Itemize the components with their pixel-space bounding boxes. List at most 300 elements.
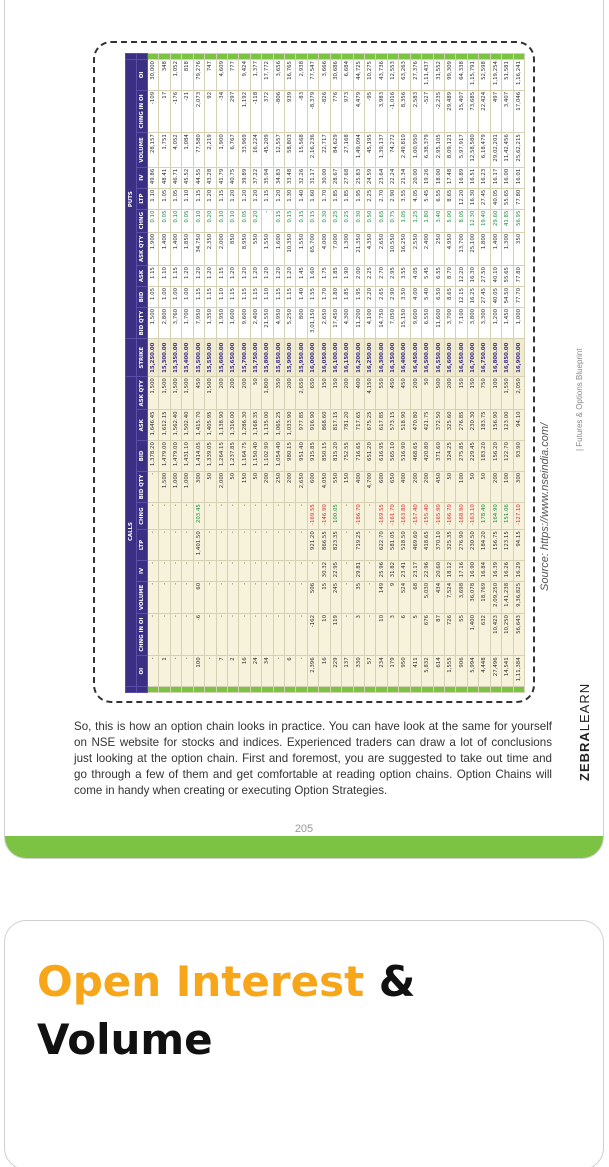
- table-cell: -95: [365, 90, 376, 132]
- table-cell: 0.50: [365, 209, 376, 232]
- column-header: LTP: [137, 188, 148, 209]
- table-cell: 1,400: [159, 232, 170, 265]
- table-cell: 300: [193, 471, 204, 502]
- table-cell: -6: [193, 614, 204, 656]
- table-cell: 726: [444, 614, 455, 656]
- table-cell: -: [273, 581, 284, 613]
- table-cell: 40.10: [490, 266, 501, 287]
- table-cell: -2,235: [433, 90, 444, 132]
- table-cell: -161.70: [387, 503, 398, 530]
- table-cell: -186.70: [353, 503, 364, 530]
- table-cell: 1,900: [216, 133, 227, 168]
- row-marker: [307, 687, 318, 693]
- table-row: [307, 54, 318, 693]
- table-cell: 2.70: [376, 266, 387, 287]
- table-cell: 4,350: [365, 232, 376, 265]
- table-cell: 16,800.00: [490, 339, 501, 377]
- table-cell: -169.55: [376, 503, 387, 530]
- table-cell: 1,500: [170, 377, 181, 410]
- table-cell: -118: [250, 90, 261, 132]
- table-cell: 0.15: [285, 209, 296, 232]
- column-header: IV: [137, 167, 148, 188]
- row-marker: [376, 687, 387, 693]
- table-cell: -: [262, 560, 273, 581]
- table-cell: 4,000: [319, 232, 330, 265]
- table-cell: 1,800: [479, 232, 490, 265]
- table-cell: 1,646.45: [148, 410, 159, 441]
- table-cell: 400: [353, 377, 364, 410]
- table-cell: 46.71: [170, 167, 181, 188]
- table-cell: 0.30: [353, 209, 364, 232]
- source-caption: Source: https://www.nseindia.com/: [539, 422, 551, 591]
- table-cell: 1,200: [490, 307, 501, 338]
- table-cell: -169.55: [307, 503, 318, 530]
- table-cell: 716.65: [353, 441, 364, 472]
- table-cell: 30.32: [319, 560, 330, 581]
- table-row: [262, 54, 273, 693]
- table-cell: 16.29: [513, 560, 525, 581]
- row-marker: [205, 687, 216, 693]
- brand-bold: ZEBRA: [577, 731, 592, 781]
- table-cell: 450: [399, 377, 410, 410]
- table-cell: 44,725: [353, 60, 364, 91]
- column-header: VOLUME: [137, 581, 148, 613]
- table-cell: 16,250: [399, 232, 410, 265]
- table-cell: 4,950: [444, 232, 455, 265]
- table-cell: 868.60: [319, 410, 330, 441]
- column-header: CHNG: [137, 209, 148, 232]
- table-cell: 4.05: [410, 266, 421, 287]
- table-cell: 1,450: [502, 307, 513, 338]
- table-cell: 31.17: [307, 167, 318, 188]
- table-cell: 15,650.00: [227, 339, 238, 377]
- row-marker: [513, 54, 525, 60]
- table-cell: -: [262, 581, 273, 613]
- table-cell: 40.05: [490, 188, 501, 209]
- table-cell: 275.85: [456, 441, 467, 472]
- table-cell: 0.05: [239, 209, 250, 232]
- table-cell: 16.23: [479, 167, 490, 188]
- table-cell: 200: [239, 377, 250, 410]
- table-cell: 22.24: [387, 167, 398, 188]
- marker-header: [126, 54, 137, 60]
- table-cell: 15,900.00: [285, 339, 296, 377]
- table-cell: 229: [330, 656, 341, 687]
- table-cell: -: [285, 530, 296, 561]
- table-row: [227, 54, 238, 693]
- table-cell: -165.90: [433, 503, 444, 530]
- column-header: ASK: [137, 410, 148, 441]
- table-cell: 1.90: [342, 266, 353, 287]
- table-cell: 2,550: [410, 232, 421, 265]
- table-cell: 52,598: [479, 60, 490, 91]
- table-cell: 50: [479, 471, 490, 502]
- table-cell: -163.10: [467, 503, 478, 530]
- book-page: [4, 0, 604, 859]
- table-cell: 100: [193, 656, 204, 687]
- table-cell: 1,555: [444, 656, 455, 687]
- table-cell: 77,580: [193, 133, 204, 168]
- table-cell: 99,309: [444, 60, 455, 91]
- page-footer-bar: [5, 836, 603, 858]
- table-cell: 16,200.00: [353, 339, 364, 377]
- table-cell: 1.80: [330, 286, 341, 307]
- table-row: [353, 54, 364, 693]
- table-cell: 11,200: [353, 307, 364, 338]
- section-card[interactable]: [4, 920, 604, 1167]
- row-marker: [433, 54, 444, 60]
- table-cell: 921.20: [307, 530, 318, 561]
- table-cell: -: [170, 560, 181, 581]
- table-cell: 1.15: [170, 266, 181, 287]
- table-cell: 1,415.70: [193, 410, 204, 441]
- table-cell: 1,286.30: [239, 410, 250, 441]
- table-cell: -146.90: [319, 503, 330, 530]
- table-cell: 29.60: [490, 209, 501, 232]
- table-cell: 1.55: [307, 286, 318, 307]
- table-cell: 27.50: [479, 266, 490, 287]
- table-row: [456, 54, 467, 693]
- table-cell: 12,557: [273, 133, 284, 168]
- table-cell: 950: [399, 656, 410, 687]
- table-cell: 79,276: [193, 60, 204, 91]
- table-cell: 15,400.00: [182, 339, 193, 377]
- table-cell: 73,685: [467, 90, 478, 132]
- table-cell: -: [342, 614, 353, 656]
- table-cell: 84,629: [330, 133, 341, 168]
- table-cell: 330: [353, 656, 364, 687]
- table-cell: 8,950: [239, 232, 250, 265]
- table-row: [399, 54, 410, 693]
- table-cell: 675.25: [365, 410, 376, 441]
- table-cell: 915.85: [307, 441, 318, 472]
- table-cell: -: [205, 614, 216, 656]
- table-cell: 16,650.00: [456, 339, 467, 377]
- table-cell: 50: [444, 471, 455, 502]
- row-marker: [467, 687, 478, 693]
- table-cell: 2.00: [353, 266, 364, 287]
- row-marker: [365, 687, 376, 693]
- row-marker: [399, 687, 410, 693]
- table-cell: 1,550: [296, 232, 307, 265]
- column-header: ASK: [137, 266, 148, 287]
- table-cell: 45,195: [365, 133, 376, 168]
- table-cell: -: [307, 560, 318, 581]
- table-cell: -127.10: [513, 503, 525, 530]
- table-cell: 2,650: [296, 471, 307, 502]
- marker-header: [137, 687, 148, 693]
- row-marker: [387, 687, 398, 693]
- table-cell: -: [262, 530, 273, 561]
- table-cell: 33,969: [239, 133, 250, 168]
- table-cell: 50: [250, 377, 261, 410]
- table-cell: 25,100: [467, 232, 478, 265]
- table-cell: -: [273, 656, 284, 687]
- row-marker: [319, 687, 330, 693]
- table-cell: 50: [227, 471, 238, 502]
- table-cell: 10: [319, 614, 330, 656]
- row-marker: [239, 687, 250, 693]
- table-cell: 1,237.85: [227, 441, 238, 472]
- table-cell: -34: [216, 90, 227, 132]
- table-cell: 200: [285, 377, 296, 410]
- row-marker: [502, 54, 513, 60]
- table-cell: 58,803: [285, 133, 296, 168]
- table-cell: 55.65: [502, 266, 513, 287]
- table-cell: 1.15: [216, 188, 227, 209]
- table-cell: 21.34: [399, 167, 410, 188]
- table-cell: 1.10: [182, 188, 193, 209]
- table-cell: 450: [433, 471, 444, 502]
- table-cell: 1,084: [182, 133, 193, 168]
- table-cell: -: [285, 503, 296, 530]
- table-cell: -: [216, 503, 227, 530]
- table-cell: 1.70: [319, 286, 330, 307]
- table-cell: 850.15: [319, 441, 330, 472]
- table-cell: 15,568: [296, 133, 307, 168]
- column-header: OI: [137, 60, 148, 91]
- table-cell: 19.40: [479, 209, 490, 232]
- table-cell: 2: [227, 656, 238, 687]
- table-row: [410, 54, 421, 693]
- table-cell: 1.20: [239, 266, 250, 287]
- table-cell: 1,600: [273, 232, 284, 265]
- row-marker: [193, 687, 204, 693]
- table-cell: 16.30: [467, 188, 478, 209]
- table-cell: 1.00: [182, 286, 193, 307]
- table-cell: 3,700: [444, 307, 455, 338]
- table-cell: 2,650: [376, 232, 387, 265]
- table-cell: 518.90: [399, 410, 410, 441]
- table-cell: 1,500: [148, 307, 159, 338]
- column-header: STRIKE: [137, 339, 148, 377]
- table-cell: 50: [467, 471, 478, 502]
- table-cell: 1.10: [148, 188, 159, 209]
- table-cell: 1,000: [170, 471, 181, 502]
- table-cell: -: [273, 530, 284, 561]
- table-cell: 1,950: [216, 307, 227, 338]
- row-marker: [444, 54, 455, 60]
- table-cell: 370.10: [433, 530, 444, 561]
- table-cell: 0.10: [193, 209, 204, 232]
- body-paragraph: So, this is how an option chain looks in practice. You can have look at the same for yourself on NSE website for stocks and indices. Experienced traders can draw a lot of conclusions just looking at the option chain. First and foremost, you are suggested to take out time and go through a few of them and get comfortable at reading option chains. Option Chains will come in handy when creating or executing Option Strategies.: [74, 720, 552, 797]
- table-cell: 3,983: [376, 90, 387, 132]
- table-cell: 0.20: [250, 209, 261, 232]
- table-cell: -: [262, 209, 273, 232]
- table-cell: -: [296, 581, 307, 613]
- table-cell: 1.60: [307, 266, 318, 287]
- table-cell: 0.10: [227, 209, 238, 232]
- table-cell: 1,431.10: [182, 441, 193, 472]
- table-cell: 87: [433, 614, 444, 656]
- row-marker: [227, 687, 238, 693]
- table-cell: 1.20: [182, 266, 193, 287]
- table-cell: 230.50: [467, 530, 478, 561]
- table-cell: 1,500: [182, 377, 193, 410]
- table-cell: -: [239, 581, 250, 613]
- table-cell: 1.10: [216, 286, 227, 307]
- table-cell: 27,168: [342, 133, 353, 168]
- table-cell: 94.15: [513, 530, 525, 561]
- table-cell: 817.15: [330, 410, 341, 441]
- table-cell: 622.70: [376, 530, 387, 561]
- table-cell: 0.10: [170, 209, 181, 232]
- table-cell: -: [296, 656, 307, 687]
- table-cell: 6.55: [433, 188, 444, 209]
- table-cell: -806: [273, 90, 284, 132]
- table-cell: 2,350: [205, 232, 216, 265]
- table-cell: -: [227, 560, 238, 581]
- table-cell: 16.51: [467, 167, 478, 188]
- table-cell: 15,300.00: [159, 339, 170, 377]
- table-cell: -: [193, 560, 204, 581]
- table-cell: 6: [399, 614, 410, 656]
- table-cell: 1,550: [262, 232, 273, 265]
- table-cell: -: [148, 530, 159, 561]
- table-cell: 1,500: [159, 471, 170, 502]
- table-cell: 1.05: [159, 188, 170, 209]
- table-cell: 747: [205, 60, 216, 91]
- table-cell: 33.48: [285, 167, 296, 188]
- row-marker: [513, 687, 525, 693]
- table-group-header-row: [126, 54, 137, 693]
- table-cell: 6.55: [433, 266, 444, 287]
- table-cell: 325.35: [444, 530, 455, 561]
- table-cell: 11,42,456: [502, 133, 513, 168]
- table-cell: 10,275: [365, 60, 376, 91]
- table-cell: 200: [490, 471, 501, 502]
- table-cell: 15,500.00: [193, 339, 204, 377]
- table-cell: 4,050: [319, 471, 330, 502]
- table-row: [342, 54, 353, 693]
- table-cell: 1.15: [148, 266, 159, 287]
- table-cell: 10,550: [387, 232, 398, 265]
- table-cell: 51,581: [502, 60, 513, 91]
- table-cell: 16,100.00: [330, 339, 341, 377]
- row-marker: [193, 54, 204, 60]
- table-cell: 434: [433, 581, 444, 613]
- row-marker: [319, 54, 330, 60]
- table-cell: 22,424: [479, 90, 490, 132]
- table-cell: 400: [353, 471, 364, 502]
- table-cell: -163.80: [399, 503, 410, 530]
- table-cell: 24: [250, 656, 261, 687]
- table-cell: 5.45: [422, 266, 433, 287]
- table-cell: 56,643: [513, 614, 525, 656]
- table-cell: 5.45: [422, 188, 433, 209]
- table-cell: 297: [227, 90, 238, 132]
- table-cell: -: [170, 530, 181, 561]
- row-marker: [456, 687, 467, 693]
- table-cell: 5,030: [422, 581, 433, 613]
- table-cell: -: [182, 530, 193, 561]
- table-cell: -: [159, 560, 170, 581]
- table-cell: 468.65: [410, 441, 421, 472]
- table-cell: -: [296, 560, 307, 581]
- table-cell: 1.95: [353, 188, 364, 209]
- table-cell: -: [250, 530, 261, 561]
- table-row: [422, 54, 433, 693]
- table-cell: 0.30: [319, 209, 330, 232]
- table-cell: 43.28: [205, 167, 216, 188]
- table-cell: 4.00: [410, 286, 421, 307]
- table-cell: 156.75: [490, 530, 501, 561]
- table-cell: 9: [387, 581, 398, 613]
- table-cell: 16.17: [490, 167, 501, 188]
- table-cell: 1,600: [227, 307, 238, 338]
- table-cell: 2,938: [296, 60, 307, 91]
- table-cell: 16,600.00: [444, 339, 455, 377]
- table-cell: -: [365, 614, 376, 656]
- table-cell: 54.50: [502, 286, 513, 307]
- table-cell: 617.85: [376, 410, 387, 441]
- table-cell: -826: [319, 90, 330, 132]
- column-header: CHNG IN OI: [137, 614, 148, 656]
- strike-group-header: [126, 339, 137, 377]
- table-cell: 276.90: [456, 530, 467, 561]
- table-cell: 119: [330, 614, 341, 656]
- table-row: [182, 54, 193, 693]
- table-cell: 15,850.00: [273, 339, 284, 377]
- column-header: BID QTY: [137, 471, 148, 502]
- table-row: [433, 54, 444, 693]
- table-cell: 524: [399, 581, 410, 613]
- table-cell: 3,760: [170, 307, 181, 338]
- table-cell: 777: [227, 60, 238, 91]
- table-cell: 1,500: [205, 377, 216, 410]
- table-cell: 3,800: [467, 307, 478, 338]
- row-marker: [387, 54, 398, 60]
- table-cell: 32.26: [296, 167, 307, 188]
- table-cell: 2,650: [319, 307, 330, 338]
- table-cell: 4,609: [216, 60, 227, 91]
- table-cell: -: [205, 560, 216, 581]
- table-cell: 149: [376, 581, 387, 613]
- table-cell: 1,150.40: [250, 441, 261, 472]
- row-marker: [376, 54, 387, 60]
- table-cell: 951.40: [296, 441, 307, 472]
- table-body: [148, 54, 525, 693]
- table-cell: 7: [216, 656, 227, 687]
- table-cell: 500: [433, 377, 444, 410]
- table-row: [319, 54, 330, 693]
- row-marker: [410, 687, 421, 693]
- table-cell: 1.20: [250, 188, 261, 209]
- table-cell: 0.25: [342, 209, 353, 232]
- table-cell: 200: [410, 471, 421, 502]
- table-cell: 650: [387, 471, 398, 502]
- table-cell: 0.75: [387, 209, 398, 232]
- table-cell: 0.65: [376, 209, 387, 232]
- table-cell: 16,350.00: [387, 339, 398, 377]
- table-cell: 1,550: [502, 377, 513, 410]
- row-marker: [433, 687, 444, 693]
- table-cell: 15,700.00: [239, 339, 250, 377]
- table-cell: 27.45: [479, 286, 490, 307]
- table-cell: 2.25: [365, 266, 376, 287]
- table-cell: 8.65: [444, 188, 455, 209]
- table-cell: 15,750.00: [250, 339, 261, 377]
- table-cell: 1,11,384: [513, 656, 525, 687]
- table-cell: -: [205, 503, 216, 530]
- table-cell: 28.67: [330, 167, 341, 188]
- table-cell: 250: [433, 232, 444, 265]
- table-cell: 977.85: [296, 410, 307, 441]
- table-cell: -: [205, 656, 216, 687]
- row-marker: [479, 54, 490, 60]
- table-cell: 1,562.40: [170, 410, 181, 441]
- table-cell: 183.75: [479, 410, 490, 441]
